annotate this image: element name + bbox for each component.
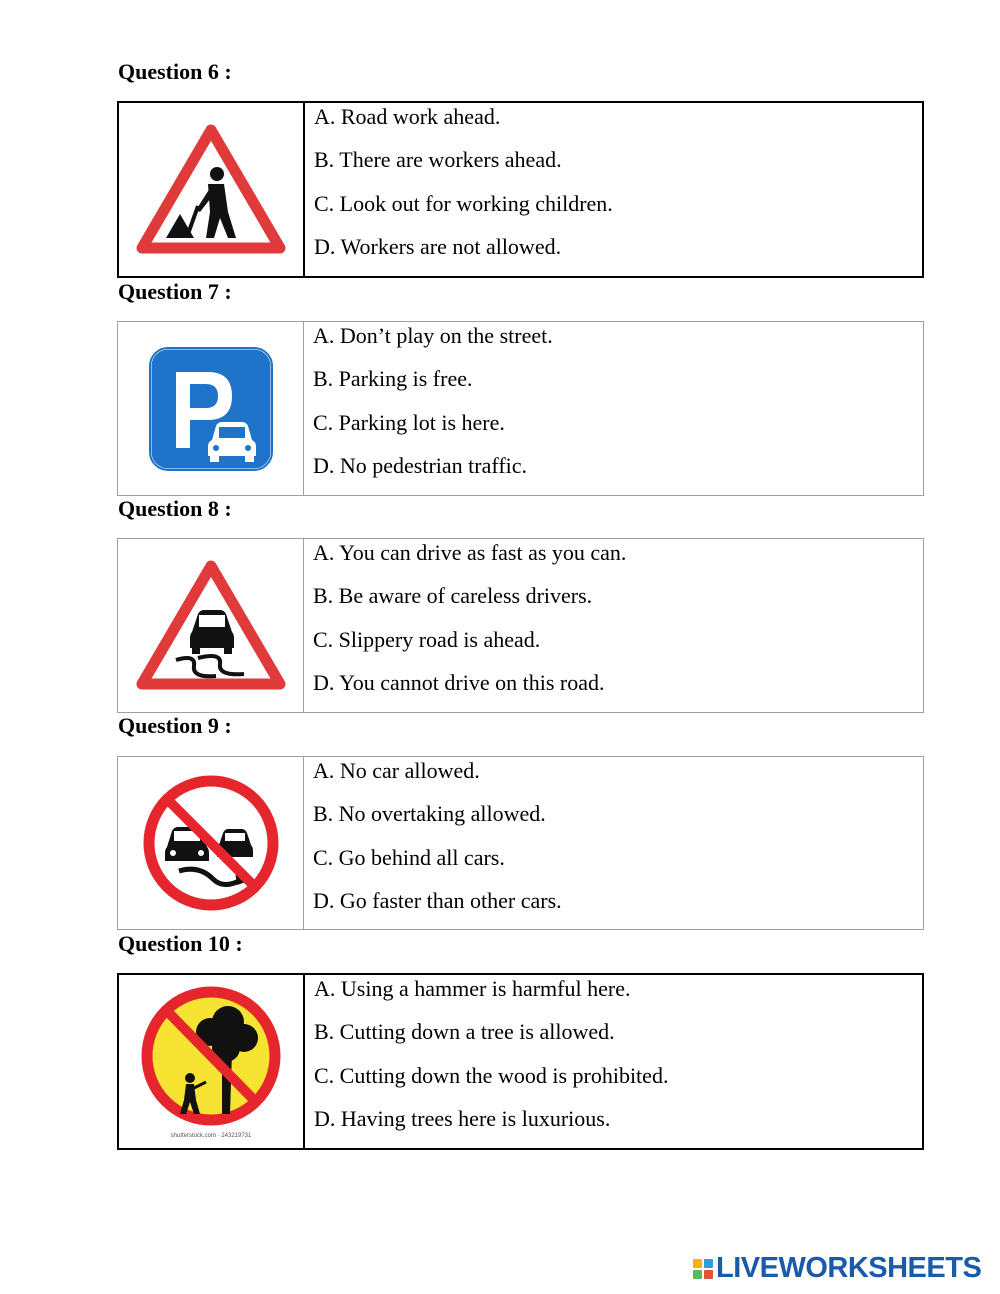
logo-tile <box>704 1259 713 1268</box>
question-10-option-b[interactable]: B. Cutting down a tree is allowed. <box>314 1019 615 1044</box>
question-6-label: Question 6 : <box>118 59 232 84</box>
question-10-label: Question 10 : <box>118 931 243 956</box>
logo-text: LIVEWORKSHEETS <box>716 1252 982 1284</box>
question-6-table <box>117 101 924 278</box>
question-6-options <box>305 103 922 276</box>
question-8-image-cell <box>118 539 304 712</box>
question-8-option-b[interactable]: B. Be aware of careless drivers. <box>313 583 593 608</box>
question-9-option-c[interactable]: C. Go behind all cars. <box>313 845 505 870</box>
question-6-image-cell <box>119 103 305 276</box>
question-7-option-a[interactable]: A. Don’t play on the street. <box>313 323 553 348</box>
no-tree-cutting-sign-icon <box>136 982 286 1142</box>
question-7-image-cell <box>118 322 304 495</box>
question-7-option-d[interactable]: D. No pedestrian traffic. <box>313 453 528 478</box>
question-9-options <box>304 757 923 929</box>
question-10-image-cell <box>119 975 305 1148</box>
question-8-option-d[interactable]: D. You cannot drive on this road. <box>313 670 605 695</box>
logo-tile <box>704 1270 713 1279</box>
question-6-option-c[interactable]: C. Look out for working children. <box>314 191 613 216</box>
no-overtaking-sign-icon <box>139 771 283 915</box>
question-9-image-cell <box>118 757 304 929</box>
question-7-options <box>304 322 923 495</box>
question-7-option-b[interactable]: B. Parking is free. <box>313 366 473 391</box>
question-6-option-b[interactable]: B. There are workers ahead. <box>314 147 562 172</box>
parking-sign-icon <box>146 344 276 474</box>
question-8-option-c[interactable]: C. Slippery road is ahead. <box>313 627 541 652</box>
logo-tile <box>693 1259 702 1268</box>
question-9-table <box>117 756 924 930</box>
question-10-option-d[interactable]: D. Having trees here is luxurious. <box>314 1106 611 1131</box>
question-7-option-c[interactable]: C. Parking lot is here. <box>313 410 505 435</box>
image-caption: shutterstock.com · 243219731 <box>170 1132 252 1139</box>
question-9-option-b[interactable]: B. No overtaking allowed. <box>313 801 546 826</box>
question-9-label: Question 9 : <box>118 713 232 738</box>
question-7-label: Question 7 : <box>118 279 232 304</box>
question-6-option-a[interactable]: A. Road work ahead. <box>314 104 501 129</box>
question-9-option-a[interactable]: A. No car allowed. <box>313 758 480 783</box>
question-8-label: Question 8 : <box>118 496 232 521</box>
question-8-option-a[interactable]: A. You can drive as fast as you can. <box>313 540 627 565</box>
question-8-options <box>304 539 923 712</box>
road-work-warning-sign-icon <box>136 122 286 257</box>
logo-tiles-icon <box>693 1259 713 1279</box>
question-8-table <box>117 538 924 713</box>
question-6-option-d[interactable]: D. Workers are not allowed. <box>314 234 562 259</box>
question-10-table <box>117 973 924 1150</box>
question-10-option-a[interactable]: A. Using a hammer is harmful here. <box>314 976 631 1001</box>
liveworksheets-logo[interactable] <box>693 1252 981 1285</box>
question-10-option-c[interactable]: C. Cutting down the wood is prohibited. <box>314 1063 669 1088</box>
logo-tile <box>693 1270 702 1279</box>
question-10-options <box>305 975 922 1148</box>
slippery-road-warning-sign-icon <box>136 558 286 693</box>
question-9-option-d[interactable]: D. Go faster than other cars. <box>313 888 562 913</box>
question-7-table <box>117 321 924 496</box>
